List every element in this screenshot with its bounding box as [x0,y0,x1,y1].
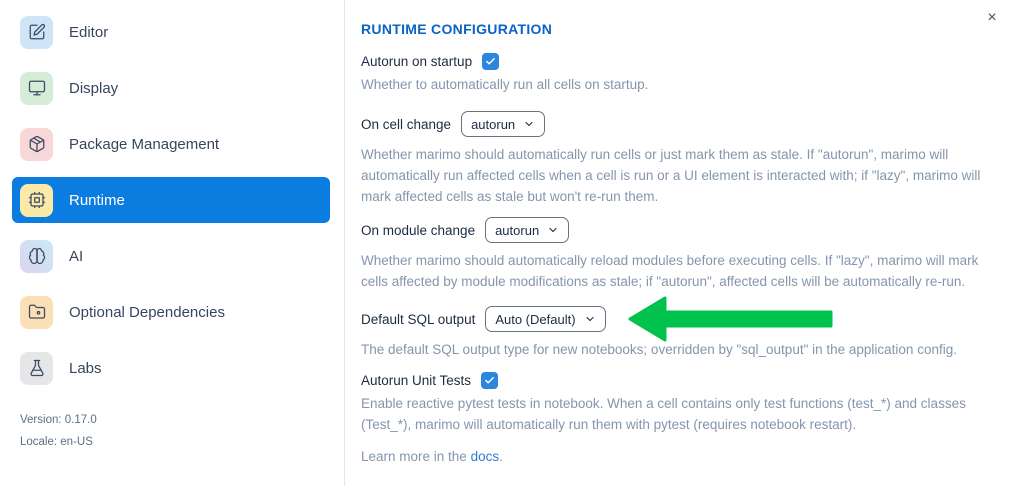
sidebar-item-label: Runtime [69,191,125,209]
sidebar-item-package-management[interactable] [12,121,330,167]
monitor-icon [20,72,53,105]
setting-description: Whether to automatically run all cells on startup. [361,77,649,92]
cpu-icon [20,184,53,217]
footer-text-after: . [499,449,503,464]
learn-more-text [361,449,990,464]
sidebar-item-display[interactable] [12,65,330,111]
autorun-unit-tests-checkbox[interactable] [481,372,498,389]
setting-label: On module change [361,222,476,238]
setting-label: Autorun on startup [361,54,473,69]
docs-link[interactable]: docs [470,449,500,464]
sidebar-item-optional-dependencies[interactable] [12,289,330,335]
setting-on-cell-change [361,111,990,207]
setting-description: Whether marimo should automatically run cells or just mark them as stale. If "autorun", marimo will automatically run affected cells when a cell is run or a UI element is interacted with; if "lazy", marimo will mark affected cells as stale but won't re-run them. [361,147,981,204]
runtime-configuration-panel [345,0,1014,486]
sidebar-item-editor[interactable] [12,9,330,55]
on-module-change-select[interactable] [485,217,569,243]
sidebar-item-label: Package Management [69,135,220,153]
locale-text: Locale: en-US [20,436,93,448]
checkmark-icon [485,56,496,67]
chevron-down-icon [584,313,596,325]
page-title: RUNTIME CONFIGURATION [361,21,553,37]
select-value: Auto (Default) [495,311,576,327]
sidebar-item-ai[interactable] [12,233,330,279]
setting-description: The default SQL output type for new notebooks; overridden by "sql_output" in the application config. [361,342,957,357]
flask-icon [20,352,53,385]
package-icon [20,128,53,161]
setting-on-module-change [361,217,990,292]
brain-icon [20,240,53,273]
setting-description: Whether marimo should automatically reload modules before executing cells. If "lazy", marimo will mark cells affected by module modifications as stale; if "autorun", affected cells will be automatically re-run. [361,253,979,289]
select-value: autorun [495,222,540,238]
autorun-on-startup-checkbox[interactable] [482,53,499,70]
on-cell-change-select[interactable] [461,111,545,137]
setting-autorun-unit-tests [361,372,990,435]
setting-label: Default SQL output [361,311,476,327]
green-arrow-annotation [628,296,833,342]
setting-label: On cell change [361,116,452,132]
settings-sidebar [0,0,345,486]
sidebar-item-label: Display [69,79,119,97]
sidebar-item-label: Labs [69,359,102,377]
chevron-down-icon [547,224,559,236]
edit-icon [20,16,53,49]
sidebar-item-label: Optional Dependencies [69,303,225,321]
sidebar-item-label: Editor [69,23,109,41]
sidebar-meta [20,409,344,453]
sidebar-item-label: AI [69,247,84,265]
setting-label: Autorun Unit Tests [361,373,472,388]
setting-autorun-on-startup [361,53,990,95]
chevron-down-icon [523,118,535,130]
setting-description: Enable reactive pytest tests in notebook. When a cell contains only test functions (test_*) and classes (Test_*), marimo will automatically run them with pytest (requires notebook restart). [361,396,966,432]
close-icon[interactable]: × [982,8,1002,28]
sidebar-item-runtime[interactable] [12,177,330,223]
folder-icon [20,296,53,329]
setting-default-sql-output [361,306,990,360]
checkmark-icon [484,375,495,386]
version-text: Version: 0.17.0 [20,414,97,426]
default-sql-output-select[interactable] [485,306,605,332]
footer-text-before: Learn more in the [361,449,471,464]
sidebar-item-labs[interactable] [12,345,330,391]
select-value: autorun [471,116,516,132]
